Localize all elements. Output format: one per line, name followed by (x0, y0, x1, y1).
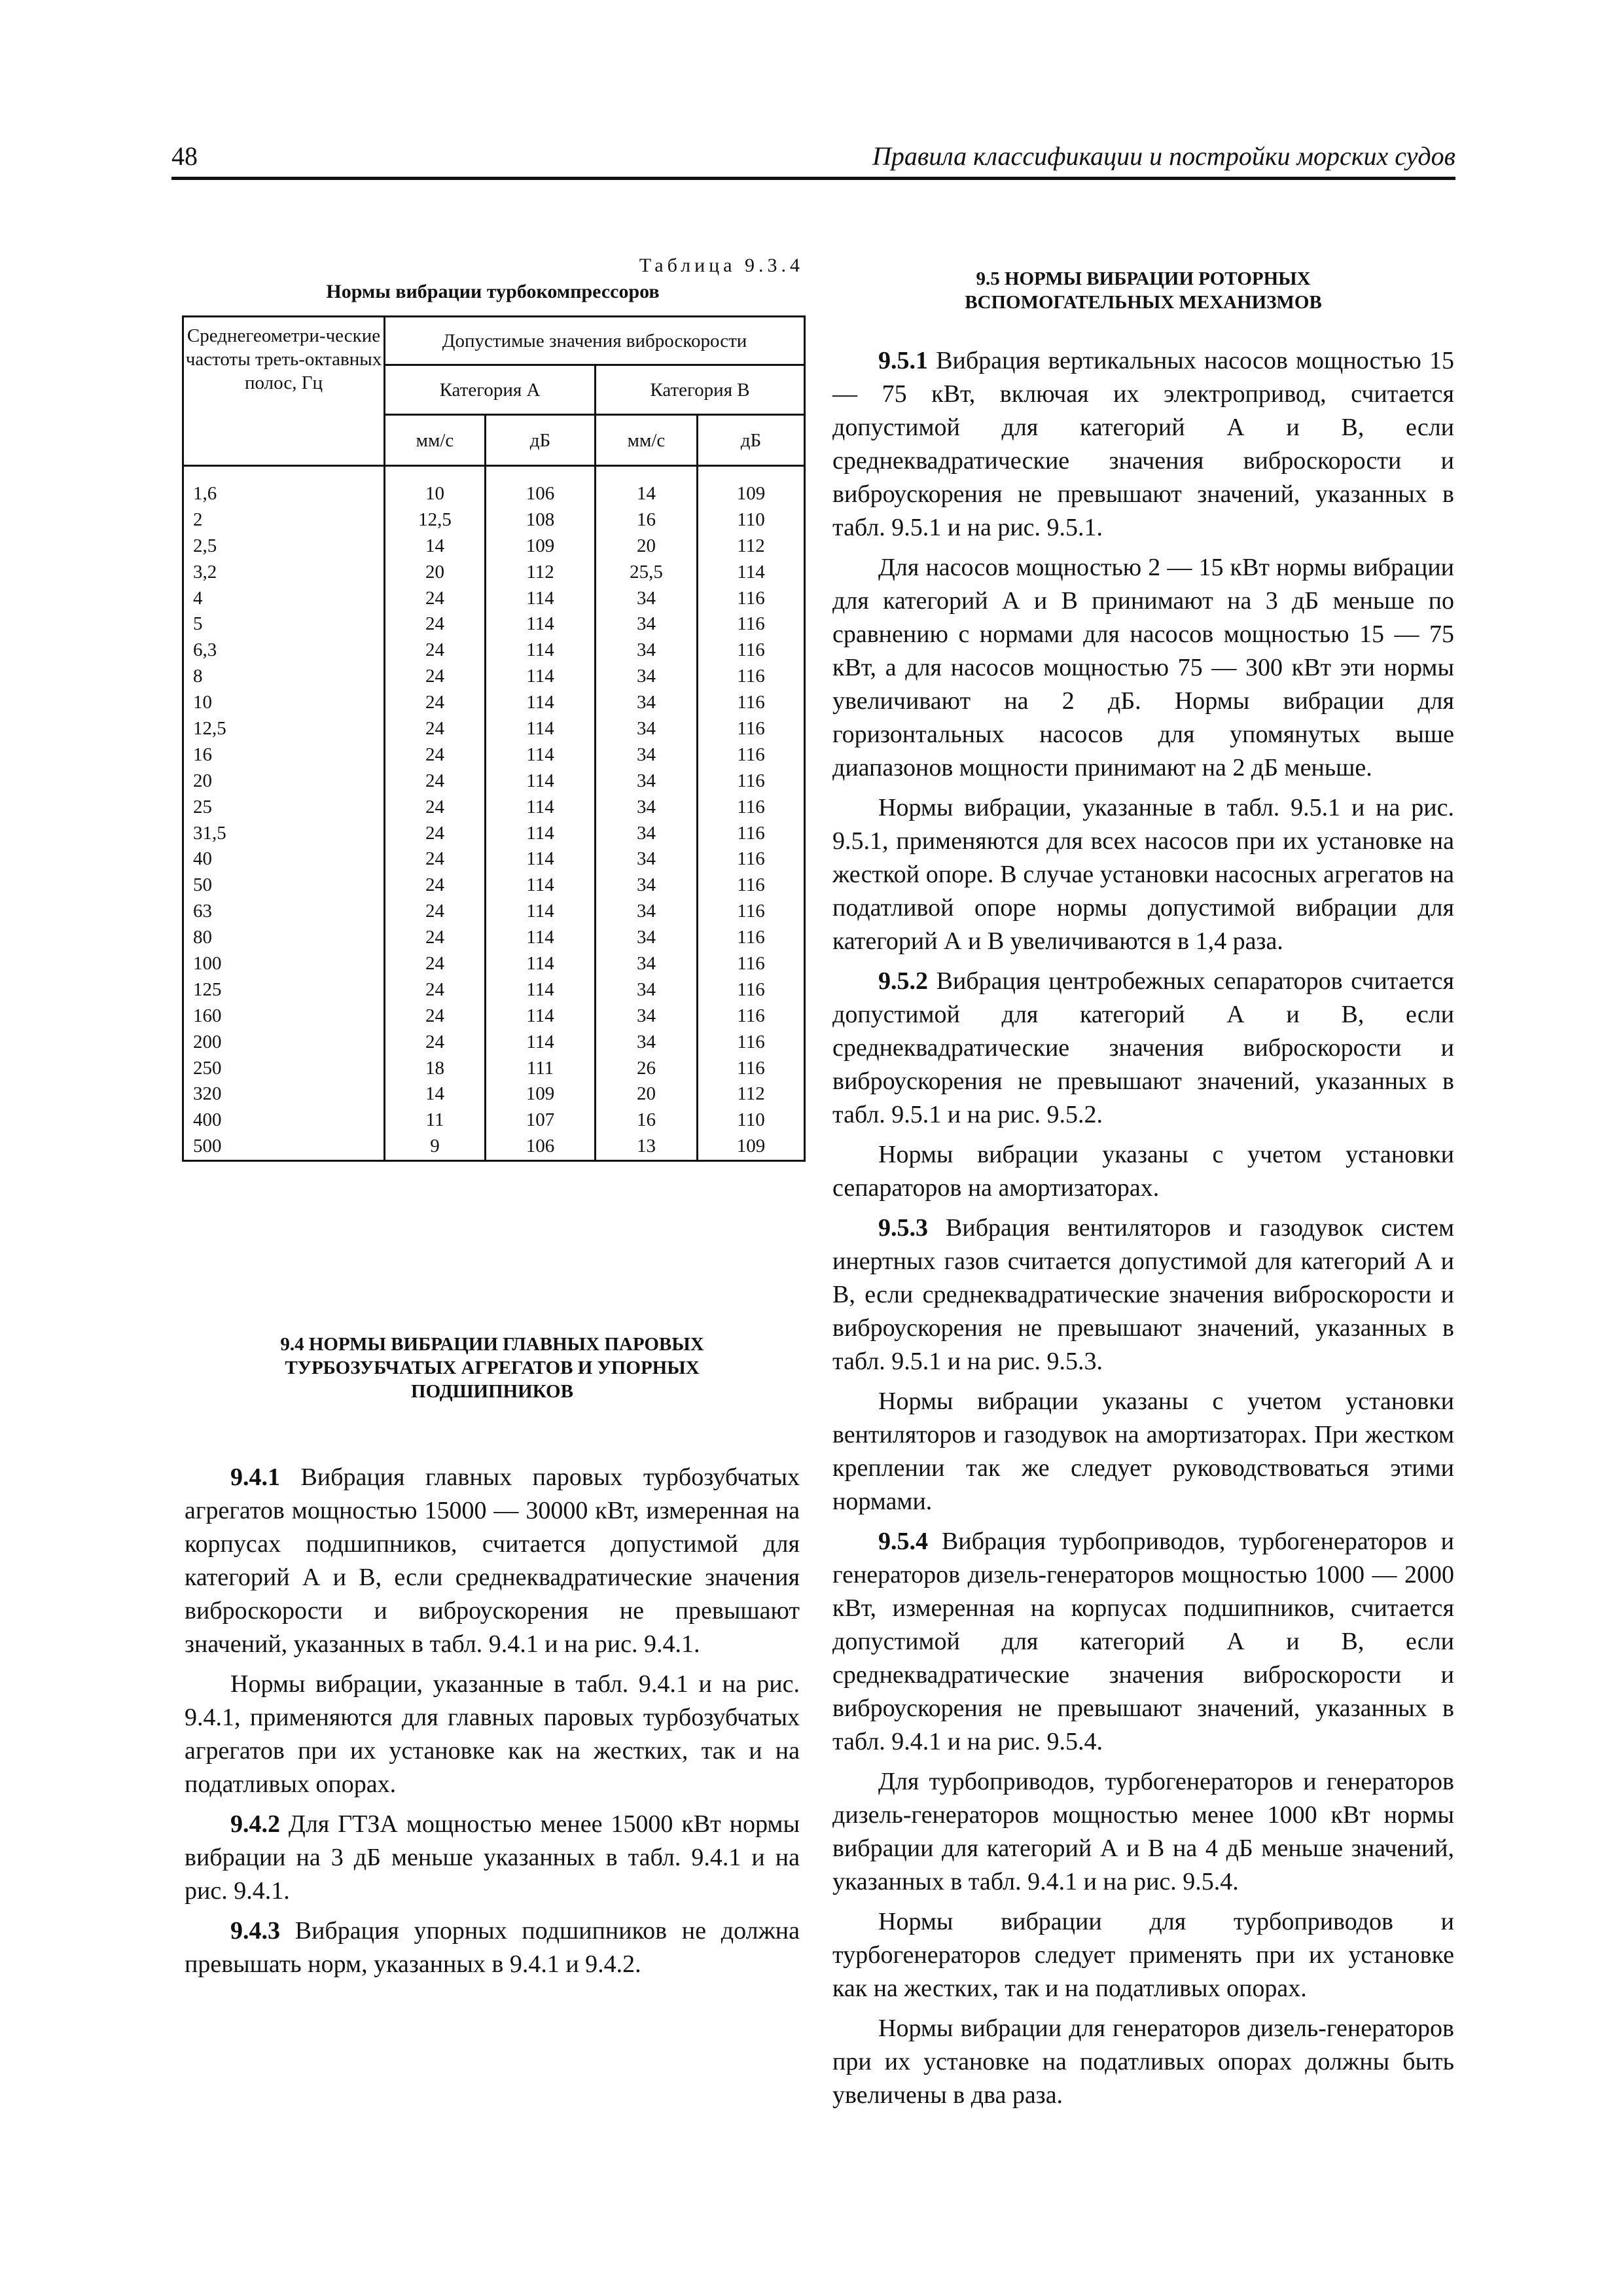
table-cell: 34 (637, 927, 656, 948)
table-cell: 34 (637, 901, 656, 922)
table-cell: 24 (425, 927, 444, 948)
table-cell: 106 (526, 483, 555, 504)
table-cell: 24 (425, 692, 444, 713)
table-cell: 24 (425, 901, 444, 922)
table-cell: 114 (526, 953, 554, 975)
table-cell: 34 (637, 978, 656, 1000)
table-cell: 114 (526, 639, 554, 661)
table-cell: 4 (193, 587, 203, 609)
table-cell: 114 (526, 1005, 554, 1026)
table-cell: 24 (425, 1005, 444, 1026)
table-cell: 24 (425, 1031, 444, 1052)
table-cell: 20 (193, 770, 212, 791)
table-cell: 111 (526, 1057, 554, 1079)
table-cell: 116 (737, 1057, 765, 1079)
table-label: Таблица 9.3.4 (639, 255, 804, 276)
table-cell: 160 (193, 1005, 222, 1026)
table-cell: 2 (193, 509, 203, 530)
table-cell: 116 (737, 978, 765, 1000)
table-cell: 116 (737, 796, 765, 817)
table-cell: 116 (737, 1005, 765, 1026)
paragraph-9-4-2: 9.4.2 Для ГТЗА мощностью менее 15000 кВт нормы вибрации на 3 дБ меньше указанных в табл. 9.4.1 и на рис. 9.4.1. (185, 1810, 800, 1905)
table-cell: 116 (737, 822, 765, 844)
column-b-mms (596, 466, 698, 1161)
table-cell: 114 (526, 978, 554, 1000)
vibration-norms-table (182, 315, 806, 1162)
table-cell: 34 (637, 796, 656, 817)
table-cell: 5 (193, 613, 203, 635)
table-cell: 2,5 (193, 535, 217, 556)
table-cell: 16 (193, 744, 212, 765)
table-cell: 34 (637, 874, 656, 896)
clause-number: 9.4.2 (230, 1810, 280, 1838)
table-cell: 116 (737, 901, 765, 922)
table-cell: 114 (737, 561, 765, 583)
table-cell: 24 (425, 796, 444, 817)
table-cell: 10 (425, 483, 444, 504)
table-caption: Нормы вибрации турбокомпрессоров (326, 281, 660, 302)
clause-number: 9.5.1 (878, 347, 928, 374)
paragraph-9-5-2-b: Нормы вибрации указаны с учетом установки сепараторов на амортизаторах. (832, 1141, 1454, 1202)
table-cell: 34 (637, 848, 656, 870)
table-cell: 24 (425, 587, 444, 609)
table-cell: 24 (425, 718, 444, 740)
table-cell: 20 (637, 535, 656, 556)
table-cell: 12,5 (193, 718, 226, 740)
table-cell: 25 (193, 796, 212, 817)
table-cell: 107 (526, 1109, 555, 1131)
table-cell: 14 (425, 535, 444, 556)
paragraph-9-5-3: 9.5.3 Вибрация вентиляторов и газодувок систем инертных газов считается допустимой для категорий А и В, если среднеквадратические значения виброскорости и виброускорения не превышают значений, указанных в табл. 9.5.1 и на рис. 9.5.3. (832, 1214, 1454, 1375)
table-cell: 24 (425, 639, 444, 661)
table-cell: 108 (526, 509, 555, 530)
table-cell: 14 (425, 1083, 444, 1105)
table-cell: 112 (737, 535, 765, 556)
table-cell: 106 (526, 1136, 555, 1157)
column-a-db (486, 466, 596, 1161)
running-title: Правила классификации и постройки морских судов (872, 141, 1455, 171)
table-cell: 24 (425, 613, 444, 635)
table-cell: 110 (737, 509, 765, 530)
table-cell: 116 (737, 639, 765, 661)
paragraph-9-5-4-c: Нормы вибрации для турбоприводов и турбогенераторов следует применять при их установке как на жестких, так и на податливых опорах. (832, 1908, 1454, 2002)
table-cell: 24 (425, 978, 444, 1000)
paragraph-9-5-1-b: Для насосов мощностью 2 — 15 кВт нормы вибрации для категорий А и В принимают на 3 дБ меньше по сравнению с нормами для насосов мощностью 15 — 75 кВт, а для насосов мощностью 75 — 300 кВт эти нормы увеличивают на 2 дБ. Нормы вибрации для горизонтальных насосов для упомянутых выше диапазонов мощности принимают на 2 дБ меньше. (832, 554, 1454, 781)
paragraph-9-5-4-b: Для турбоприводов, турбогенераторов и генераторов дизель-генераторов мощностью менее 1000 кВт нормы вибрации для категорий А и В на 4 дБ меньше значений, указанных в табл. 9.4.1 и на рис. 9.5.4. (832, 1768, 1454, 1895)
table-cell: 116 (737, 770, 765, 791)
table-cell: 116 (737, 874, 765, 896)
table-cell: 116 (737, 692, 765, 713)
clause-number: 9.5.3 (878, 1214, 928, 1242)
table-cell: 1,6 (193, 483, 217, 504)
table-cell: 18 (425, 1057, 444, 1079)
table-cell: 25,5 (630, 561, 663, 583)
table-cell: 34 (637, 744, 656, 765)
table-cell: 24 (425, 848, 444, 870)
table-cell: 40 (193, 848, 212, 870)
table-cell: 114 (526, 718, 554, 740)
clause-number: 9.5.4 (878, 1528, 928, 1555)
paragraph-9-5-1: 9.5.1 Вибрация вертикальных насосов мощностью 15 — 75 кВт, включая их электропривод, считается допустимой для категорий А и В, если среднеквадратические значения виброскорости и виброускорения не превышают значений, указанных в табл. 9.5.1 и на рис. 9.5.1. (832, 347, 1454, 541)
section-title-9-5-line1: 9.5 НОРМЫ ВИБРАЦИИ РОТОРНЫХ (976, 268, 1311, 289)
table-cell: 50 (193, 874, 212, 896)
table-cell: 26 (637, 1057, 656, 1079)
clause-number: 9.4.3 (230, 1917, 280, 1945)
table-cell: 116 (737, 718, 765, 740)
table-cell: 200 (193, 1031, 222, 1052)
table-cell: 16 (637, 509, 656, 530)
table-cell: 24 (425, 770, 444, 791)
table-cell: 112 (737, 1083, 765, 1105)
table-cell: 109 (736, 1136, 766, 1157)
table-cell: 34 (637, 613, 656, 635)
header-category-b: Категория В (596, 365, 805, 415)
table-cell: 6,3 (193, 639, 217, 661)
table-cell: 114 (526, 874, 554, 896)
paragraph-9-4-3: 9.4.3 Вибрация упорных подшипников не должна превышать норм, указанных в 9.4.1 и 9.4.2. (185, 1917, 800, 1978)
header-frequency: Среднегеометри-ческие частоты треть-октавных полос, Гц (183, 317, 385, 466)
table-cell: 24 (425, 953, 444, 975)
table-cell: 34 (637, 1031, 656, 1052)
table-cell: 116 (737, 744, 765, 765)
section-9-4 (185, 1333, 800, 1981)
table-cell: 31,5 (193, 822, 226, 844)
table-cell: 114 (526, 770, 554, 791)
section-title-9-4-line2: ТУРБОЗУБЧАТЫХ АГРЕГАТОВ И УПОРНЫХ (285, 1357, 700, 1378)
paragraph-9-4-1: 9.4.1 Вибрация главных паровых турбозубчатых агрегатов мощностью 15000 — 30000 кВт, измеренная на корпусах подшипников, считается допустимой для категорий А и В, если среднеквадратические значения виброскорости и виброускорения не превышают значений, указанных в табл. 9.4.1 и на рис. 9.4.1. (185, 1463, 800, 1658)
table-cell: 8 (193, 666, 203, 687)
table-cell: 400 (193, 1109, 222, 1131)
page-number: 48 (171, 141, 198, 171)
table-cell: 116 (737, 927, 765, 948)
table-cell: 116 (737, 848, 765, 870)
table-cell: 320 (193, 1083, 222, 1105)
clause-number: 9.5.2 (878, 967, 928, 995)
header-a-db: дБ (486, 415, 596, 466)
table-cell: 110 (737, 1109, 765, 1131)
table-cell: 34 (637, 770, 656, 791)
table-cell: 34 (637, 953, 656, 975)
table-cell: 12,5 (418, 509, 452, 530)
table-cell: 114 (526, 927, 554, 948)
column-frequency (183, 466, 385, 1161)
table-cell: 63 (193, 901, 212, 922)
table-cell: 114 (526, 613, 554, 635)
table-cell: 116 (737, 953, 765, 975)
section-title-9-5-line2: ВСПОМОГАТЕЛЬНЫХ МЕХАНИЗМОВ (965, 292, 1322, 313)
header-b-mms: мм/с (596, 415, 698, 466)
table-cell: 24 (425, 744, 444, 765)
table-cell: 9 (430, 1136, 440, 1157)
table-cell: 80 (193, 927, 212, 948)
table-cell: 500 (193, 1136, 222, 1157)
table-cell: 34 (637, 639, 656, 661)
column-a-mms (385, 466, 486, 1161)
header-b-db: дБ (698, 415, 805, 466)
table-cell: 114 (526, 744, 554, 765)
table-cell: 34 (637, 666, 656, 687)
table-cell: 114 (526, 666, 554, 687)
header-velocity-limits: Допустимые значения виброскорости (385, 317, 805, 365)
table-cell: 24 (425, 874, 444, 896)
table-cell: 34 (637, 1005, 656, 1026)
table-cell: 24 (425, 822, 444, 844)
table-cell: 100 (193, 953, 222, 975)
table-cell: 116 (737, 666, 765, 687)
paragraph-9-5-4-d: Нормы вибрации для генераторов дизель-генераторов при их установке на податливых опорах должны быть увеличены в два раза. (832, 2015, 1454, 2109)
table-cell: 34 (637, 587, 656, 609)
table-cell: 114 (526, 692, 554, 713)
table-cell: 14 (637, 483, 656, 504)
table-cell: 24 (425, 666, 444, 687)
table-cell: 34 (637, 692, 656, 713)
table-cell: 34 (637, 822, 656, 844)
clause-number: 9.4.1 (230, 1463, 280, 1491)
table-cell: 250 (193, 1057, 222, 1079)
table-cell: 114 (526, 848, 554, 870)
table-cell: 112 (526, 561, 554, 583)
table-cell: 109 (526, 1083, 555, 1105)
header-category-a: Категория А (385, 365, 596, 415)
header-rule (171, 177, 1455, 180)
table-cell: 10 (193, 692, 212, 713)
table-cell: 3,2 (193, 561, 217, 583)
paragraph-9-5-3-b: Нормы вибрации указаны с учетом установки вентиляторов и газодувок на амортизаторах. При жестком креплении так же следует руководствоваться этими нормами. (832, 1388, 1454, 1515)
table-cell: 114 (526, 822, 554, 844)
table-cell: 114 (526, 796, 554, 817)
table-cell: 20 (425, 561, 444, 583)
table-cell: 114 (526, 901, 554, 922)
section-9-5 (832, 267, 1454, 2112)
table-cell: 125 (193, 978, 222, 1000)
table-cell: 20 (637, 1083, 656, 1105)
paragraph-9-5-4: 9.5.4 Вибрация турбоприводов, турбогенераторов и генераторов дизель-генераторов мощностью 1000 — 2000 кВт, измеренная на корпусах подшипников, считается допустимой для категорий А и В, если среднеквадратические значения виброскорости и виброускорения не превышают значений, указанных в табл. 9.4.1 и на рис. 9.5.4. (832, 1528, 1454, 1755)
table-cell: 13 (637, 1136, 656, 1157)
table-cell: 34 (637, 718, 656, 740)
table-cell: 116 (737, 1031, 765, 1052)
table-cell: 114 (526, 1031, 554, 1052)
column-b-db (698, 466, 805, 1161)
paragraph-9-5-2: 9.5.2 Вибрация центробежных сепараторов считается допустимой для категорий А и В, если среднеквадратические значения виброскорости и виброускорения не превышают значений, указанных в табл. 9.5.1 и на рис. 9.5.2. (832, 967, 1454, 1128)
table-cell: 116 (737, 613, 765, 635)
section-title-9-4-line3: ПОДШИПНИКОВ (411, 1381, 573, 1402)
paragraph-9-4-1-b: Нормы вибрации, указанные в табл. 9.4.1 и на рис. 9.4.1, применяются для главных паровых турбозубчатых агрегатов при их установке как на жестких, так и на податливых опорах. (185, 1670, 800, 1798)
table-cell: 114 (526, 587, 554, 609)
section-title-9-4-line1: 9.4 НОРМЫ ВИБРАЦИИ ГЛАВНЫХ ПАРОВЫХ (280, 1334, 704, 1355)
table-cell: 11 (425, 1109, 444, 1131)
table-cell: 109 (526, 535, 555, 556)
header-a-mms: мм/с (385, 415, 486, 466)
table-cell: 16 (637, 1109, 656, 1131)
table-cell: 116 (737, 587, 765, 609)
paragraph-9-5-1-c: Нормы вибрации, указанные в табл. 9.5.1 и на рис. 9.5.1, применяются для всех насосов при их установке на жесткой опоре. В случае установки насосных агрегатов на податливой опоре нормы допустимой вибрации для категорий А и В увеличиваются в 1,4 раза. (832, 794, 1454, 955)
table-cell: 109 (736, 483, 766, 504)
